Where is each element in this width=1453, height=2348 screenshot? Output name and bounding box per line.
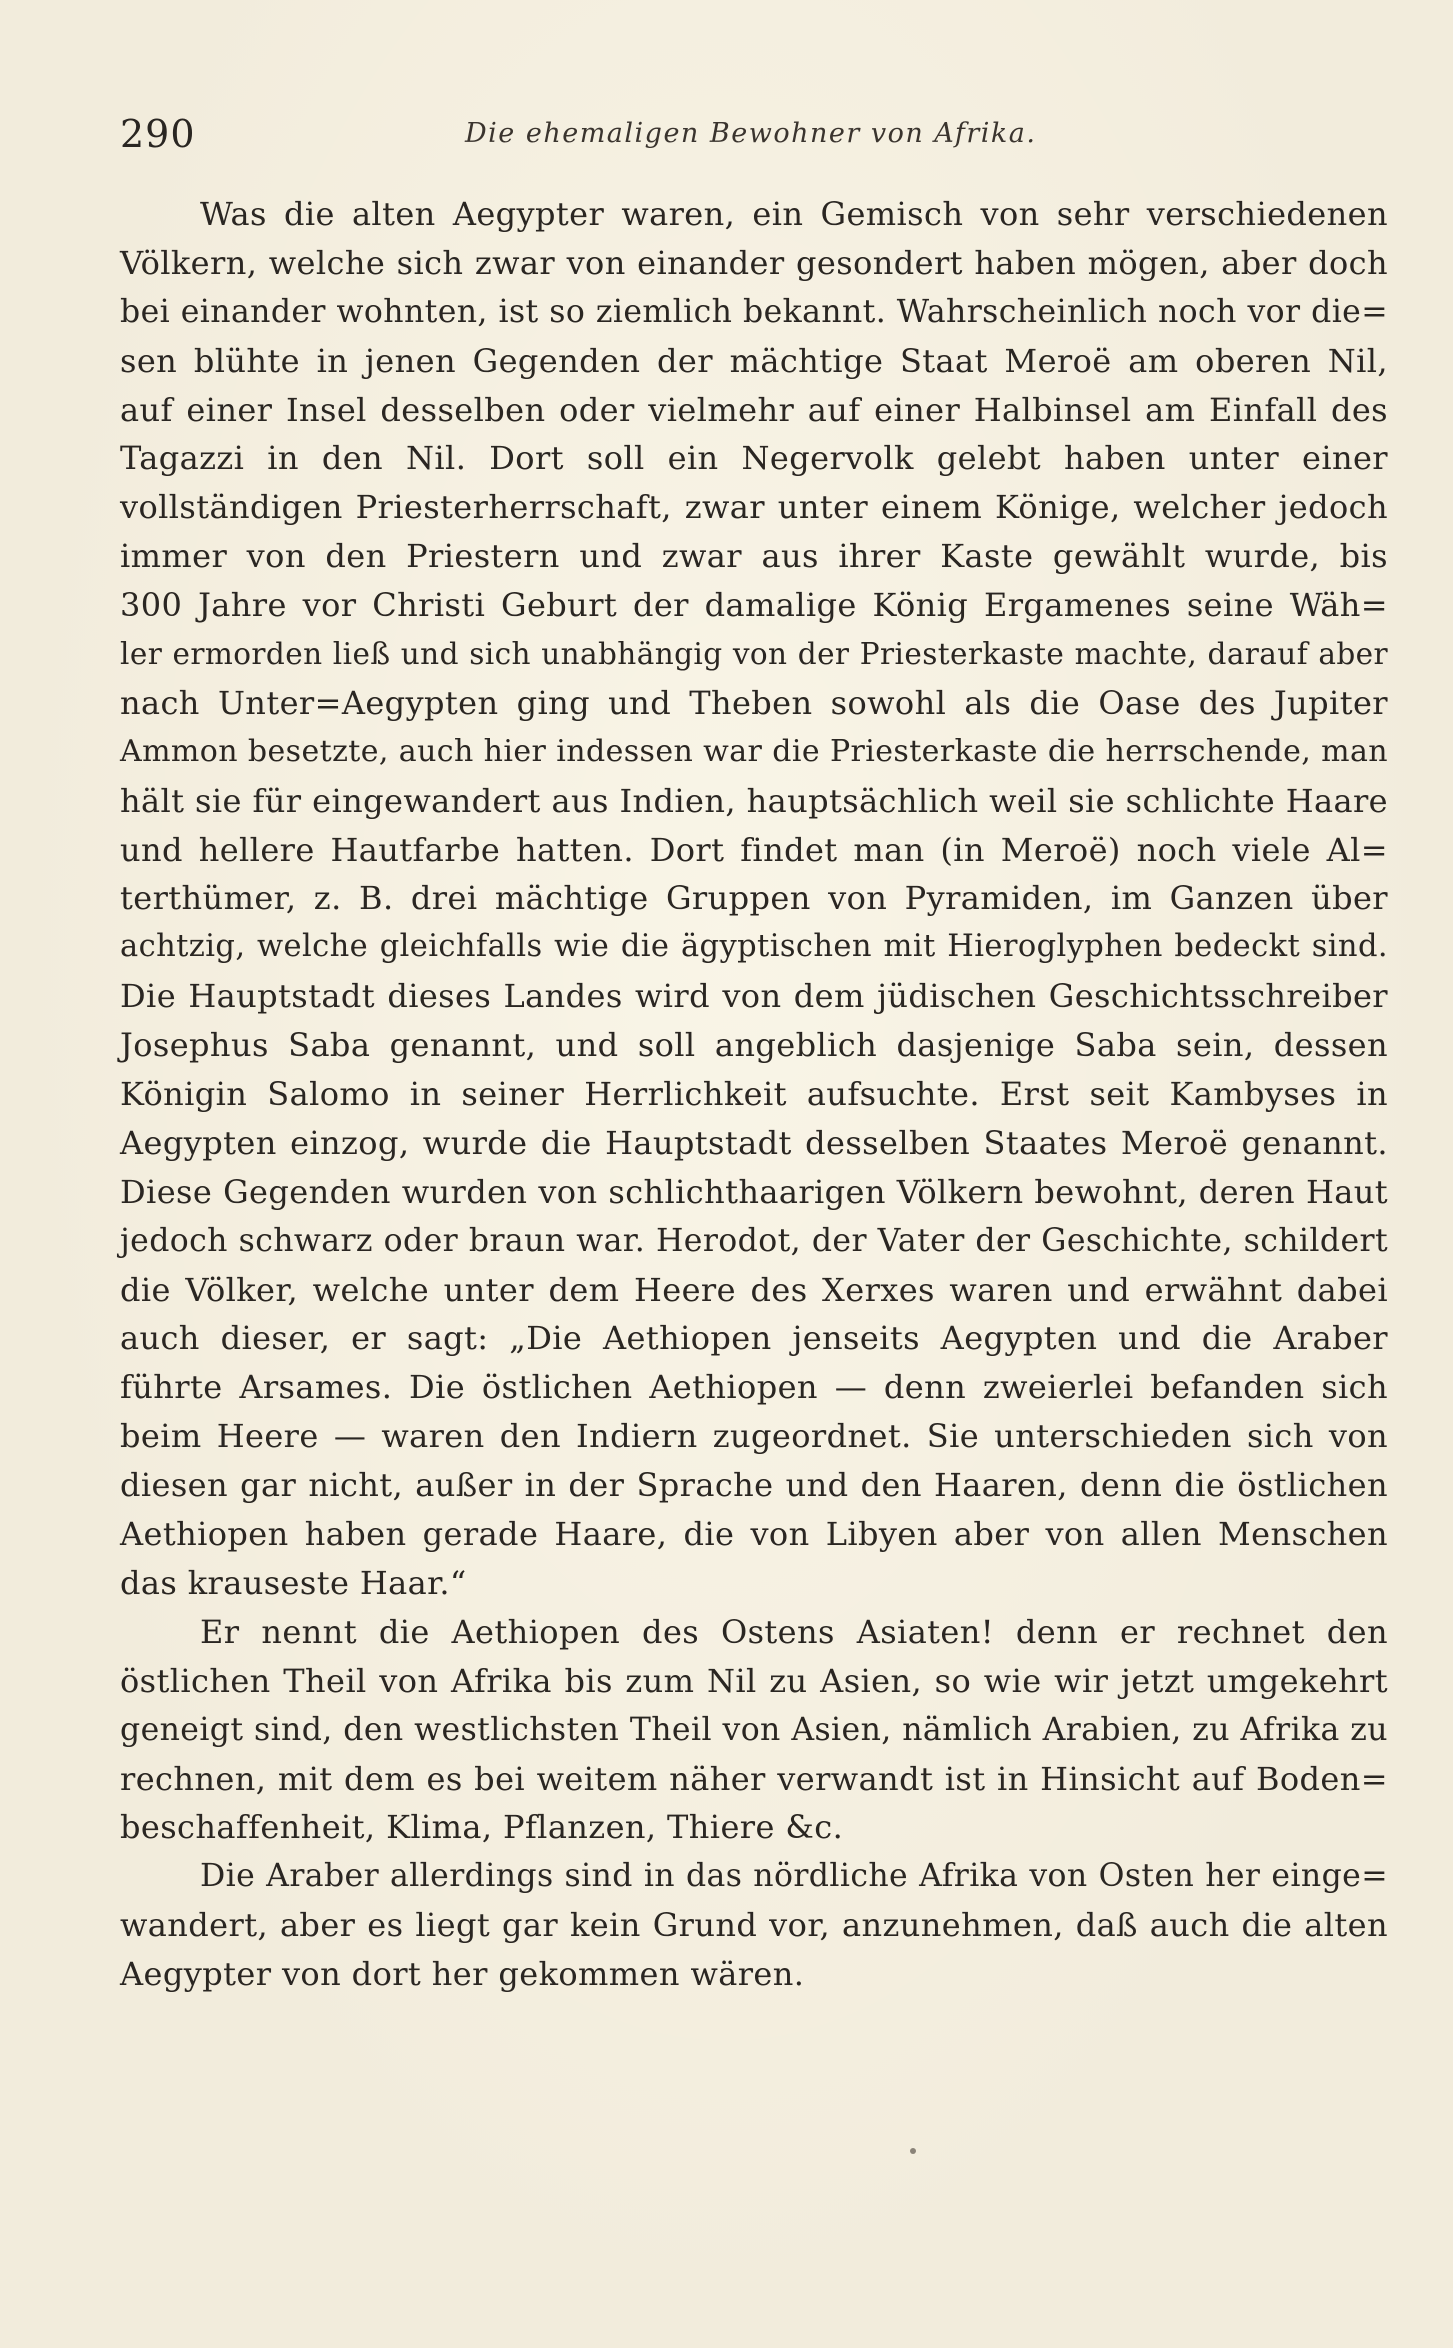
- text-line: jedoch schwarz oder braun war. Herodot, der Vater der Geschichte, schildert: [120, 1222, 1388, 1259]
- text-line: Josephus Saba genannt, und soll angeblich dasjenige Saba sein, dessen: [120, 1026, 1388, 1065]
- text-line: geneigt sind, den westlichsten Theil von Asien, nämlich Arabien, zu Afrika zu: [120, 1711, 1388, 1748]
- text-line: beschaffenheit, Klima, Pflanzen, Thiere &c.: [120, 1808, 844, 1847]
- text-line: wandert, aber es liegt gar kein Grund vor, anzunehmen, daß auch die alten: [120, 1906, 1388, 1945]
- text-line: Aegypten einzog, wurde die Hauptstadt desselben Staates Meroë genannt.: [120, 1123, 1388, 1162]
- page-number: 290: [120, 112, 196, 156]
- text-line: beim Heere — waren den Indiern zugeordnet. Sie unterschieden sich von: [120, 1417, 1388, 1456]
- text-line: Aegypter von dort her gekommen wären.: [120, 1955, 805, 1994]
- body-text: [120, 190, 1388, 1999]
- text-line: terthümer, z. B. drei mächtige Gruppen von Pyramiden, im Ganzen über: [120, 879, 1388, 918]
- text-line: rechnen, mit dem es bei weitem näher verwandt ist in Hinsicht auf Boden=: [120, 1759, 1388, 1798]
- text-line: führte Arsames. Die östlichen Aethiopen — denn zweierlei befanden sich: [120, 1368, 1388, 1407]
- text-line: Die Araber allerdings sind in das nördliche Afrika von Osten her einge=: [200, 1858, 1388, 1895]
- text-line: und hellere Hautfarbe hatten. Dort findet man (in Meroë) noch viele Al=: [120, 830, 1388, 869]
- text-line: ler ermorden ließ und sich unabhängig von der Priesterkaste machte, darauf aber: [120, 637, 1388, 672]
- text-line: vollständigen Priesterherrschaft, zwar unter einem Könige, welcher jedoch: [120, 488, 1388, 527]
- text-line: Was die alten Aegypter waren, ein Gemisch von sehr verschiedenen: [200, 195, 1388, 233]
- page-corner-mark: [940, 24, 950, 40]
- text-line: Ammon besetzte, auch hier indessen war die Priesterkaste die herrschende, man: [120, 733, 1388, 769]
- text-line: diesen gar nicht, außer in der Sprache und den Haaren, denn die östlichen: [120, 1466, 1388, 1505]
- text-line: Diese Gegenden wurden von schlichthaarigen Völkern bewohnt, deren Haut: [120, 1172, 1388, 1211]
- text-line: Völkern, welche sich zwar von einander gesondert haben mögen, aber doch: [120, 243, 1388, 282]
- text-line: hält sie für eingewandert aus Indien, hauptsächlich weil sie schlichte Haare: [120, 781, 1388, 820]
- running-title: Die ehemaligen Bewohner von Afrika.: [465, 118, 1037, 149]
- text-line: Er nennt die Aethiopen des Ostens Asiaten! denn er rechnet den: [200, 1612, 1388, 1651]
- text-line: Aethiopen haben gerade Haare, die von Libyen aber von allen Menschen: [120, 1515, 1388, 1554]
- text-line: 300 Jahre vor Christi Geburt der damalige König Ergamenes seine Wäh=: [120, 586, 1388, 625]
- text-line: Königin Salomo in seiner Herrlichkeit aufsuchte. Erst seit Kambyses in: [120, 1075, 1388, 1114]
- ink-speck: [910, 2148, 916, 2154]
- text-line: auch dieser, er sagt: „Die Aethiopen jenseits Aegypten und die Araber: [120, 1319, 1388, 1358]
- running-head: [120, 114, 1388, 154]
- text-line: das krauseste Haar.“: [120, 1563, 467, 1602]
- text-line: achtzig, welche gleichfalls wie die ägyptischen mit Hieroglyphen bedeckt sind.: [120, 929, 1388, 965]
- text-line: nach Unter=Aegypten ging und Theben sowohl als die Oase des Jupiter: [120, 683, 1388, 722]
- text-line: auf einer Insel desselben oder vielmehr auf einer Halbinsel am Einfall des: [120, 390, 1388, 429]
- text-line: östlichen Theil von Afrika bis zum Nil zu Asien, so wie wir jetzt umgekehrt: [120, 1661, 1388, 1700]
- text-line: Die Hauptstadt dieses Landes wird von dem jüdischen Geschichtsschreiber: [120, 977, 1388, 1016]
- text-line: die Völker, welche unter dem Heere des Xerxes waren und erwähnt dabei: [120, 1270, 1388, 1309]
- text-line: Tagazzi in den Nil. Dort soll ein Negervolk gelebt haben unter einer: [120, 439, 1388, 478]
- text-line: bei einander wohnten, ist so ziemlich bekannt. Wahrscheinlich noch vor die=: [120, 293, 1388, 330]
- text-line: sen blühte in jenen Gegenden der mächtige Staat Meroë am oberen Nil,: [120, 341, 1388, 380]
- text-line: immer von den Priestern und zwar aus ihrer Kaste gewählt wurde, bis: [120, 537, 1388, 576]
